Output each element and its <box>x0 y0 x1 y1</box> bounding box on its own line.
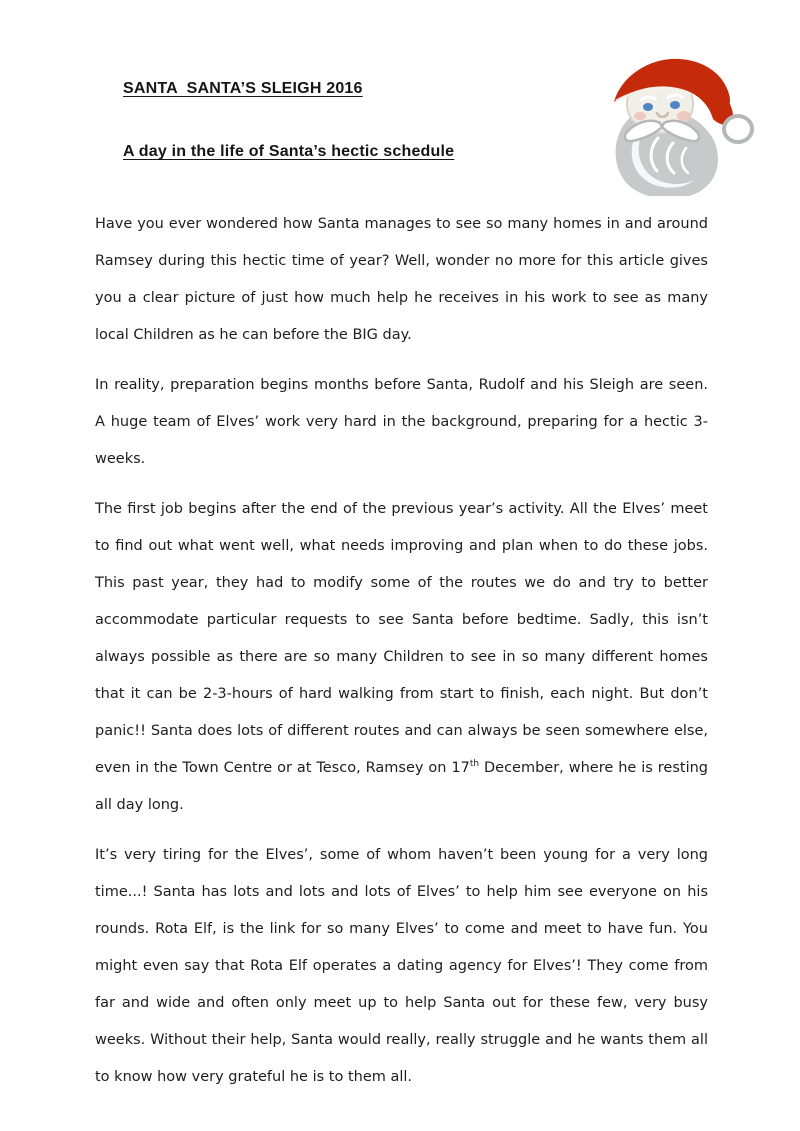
paragraph-3 <box>95 491 708 824</box>
paragraph-1: Have you ever wondered how Santa manages to see so many homes in and around Ramsey during this hectic time of year? Well, wonder no more for this article gives you a clear picture of just how much help he receives in his work to see as many local Children as he can before the BIG day. <box>95 216 708 343</box>
document-subtitle: A day in the life of Santa’s hectic schedule <box>123 143 455 160</box>
santa-clipart-image <box>596 44 758 196</box>
santa-eye-right <box>670 101 680 109</box>
paragraph-4: It’s very tiring for the Elves’, some of whom haven’t been young for a very long time...! Santa has lots and lots and lots of Elves’ to help him see everyone on his rounds. Rota Elf, is the link for so many Elves’ to come and meet to have fun. You might even say that Rota Elf operates a dating agency for Elves’! They come from far and wide and often only meet up to help Santa out for these few, very busy weeks. Without their help, Santa would really, really struggle and he wants them all to know how very grateful he is to them all. <box>95 847 708 1085</box>
document-body <box>95 206 708 1109</box>
paragraph-3-text-after: December, where he is resting all day long. <box>95 760 708 813</box>
document-title: SANTA SANTA’S SLEIGH 2016 <box>123 80 363 97</box>
santa-eye-left <box>643 103 653 111</box>
paragraph-2: In reality, preparation begins months before Santa, Rudolf and his Sleigh are seen. A huge team of Elves’ work very hard in the background, preparing for a hectic 3-weeks. <box>95 377 708 467</box>
santa-cheek-right <box>677 111 691 121</box>
paragraph-3-text: The first job begins after the end of the previous year’s activity. All the Elves’ meet to find out what went well, what needs improving and plan when to do these jobs. This past year, they had to modify some of the routes we do and try to better accommodate particular requests to see Santa before bedtime. Sadly, this isn’t always possible as there are so many Children to see in so many different homes that it can be 2-3-hours of hard walking from start to finish, each night. But don’t panic!! Santa does lots of different routes and can always be seen somewhere else, even in the Town Centre or at Tesco, Ramsey on 17 <box>95 501 708 776</box>
santa-pompom <box>724 116 752 142</box>
ordinal-superscript: th <box>469 759 480 770</box>
santa-cheek-left <box>634 112 646 120</box>
